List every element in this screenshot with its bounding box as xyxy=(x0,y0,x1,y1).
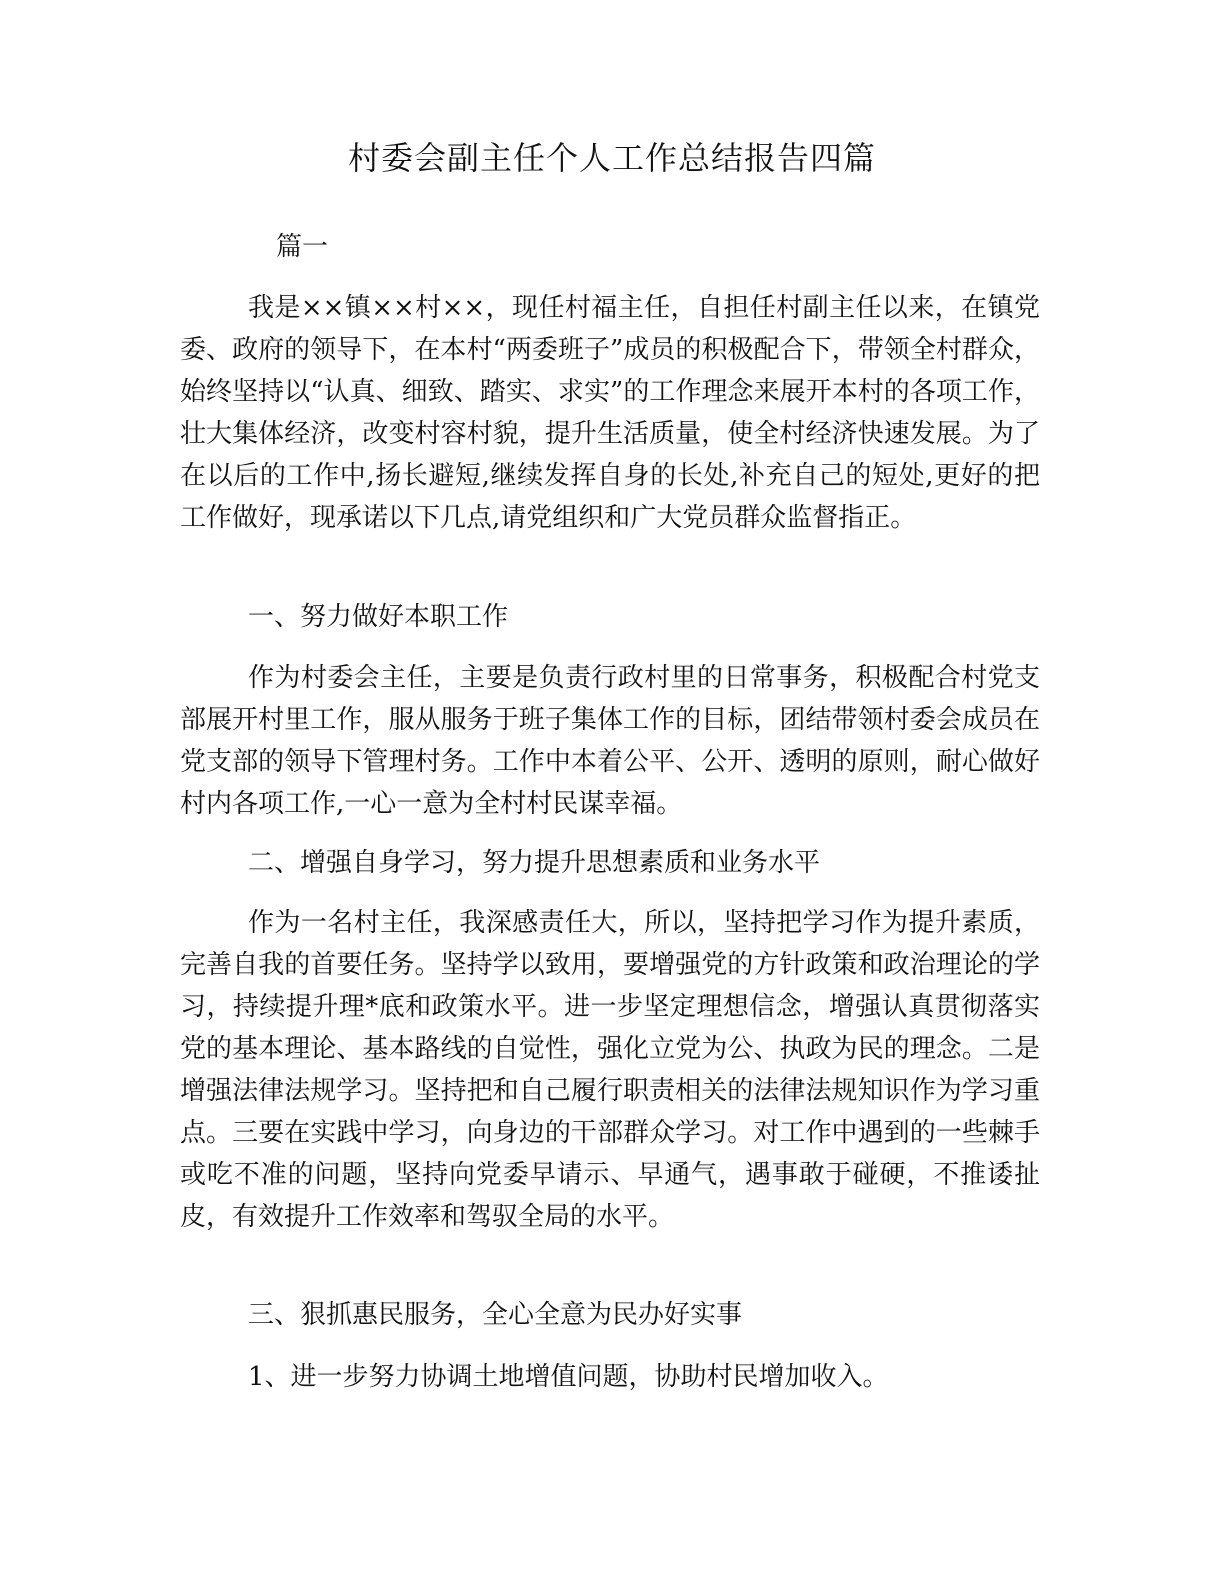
heading-3: 三、狠抓惠民服务，全心全意为民办好实事 xyxy=(248,1300,743,1330)
document-title: 村委会副主任个人工作总结报告四篇 xyxy=(347,139,876,177)
paragraph-study: 作为一名村主任，我深感责任大，所以，坚持把学习作为提升素质，完善自我的首要任务。坚持学以致用，要增强党的方针政策和政治理论的学习，持续提升理*底和政策水平。进一步坚定理想信念，增强认真贯彻落实党的基本理论、基本路线的自觉性，强化立党为公、执政为民的理念。二是增强法律法规学习。坚持把和自己履行职责相关的法律法规知识作为学习重点。三要在实践中学习，向身边的干部群众学习。对工作中遇到的一些棘手或吃不准的问题，坚持向党委早请示、早通气，遇事敢于碰硬，不推诿扯皮，有效提升工作效率和驾驭全局的水平。 xyxy=(180,908,1040,1232)
paragraph-duties: 作为村委会主任，主要是负责行政村里的日常事务，积极配合村党支部展开村里工作，服从服务于班子集体工作的目标，团结带领村委会成员在党支部的领导下管理村务。工作中本着公平、公开、透明的原则，耐心做好村内各项工作,一心一意为全村村民谋幸福。 xyxy=(180,663,1040,819)
heading-1: 一、努力做好本职工作 xyxy=(248,602,509,632)
section-label: 篇一 xyxy=(276,232,329,262)
list-item-1: 1、进一步努力协调土地增值问题，协助村民增加收入。 xyxy=(248,1362,889,1392)
heading-2: 二、增强自身学习，努力提升思想素质和业务水平 xyxy=(248,848,821,878)
paragraph-intro: 我是××镇××村××，现任村福主任，自担任村副主任以来，在镇党委、政府的领导下，在本村“两委班子”成员的积极配合下，带领全村群众，始终坚持以“认真、细致、踏实、求实”的工作理念来展开本村的各项工作，壮大集体经济，改变村容村貌，提升生活质量，使全村经济快速发展。为了在以后的工作中,扬长避短,继续发挥自身的长处,补充自己的短处,更好的把工作做好，现承诺以下几点,请党组织和广大党员群众监督指正。 xyxy=(180,293,1040,533)
